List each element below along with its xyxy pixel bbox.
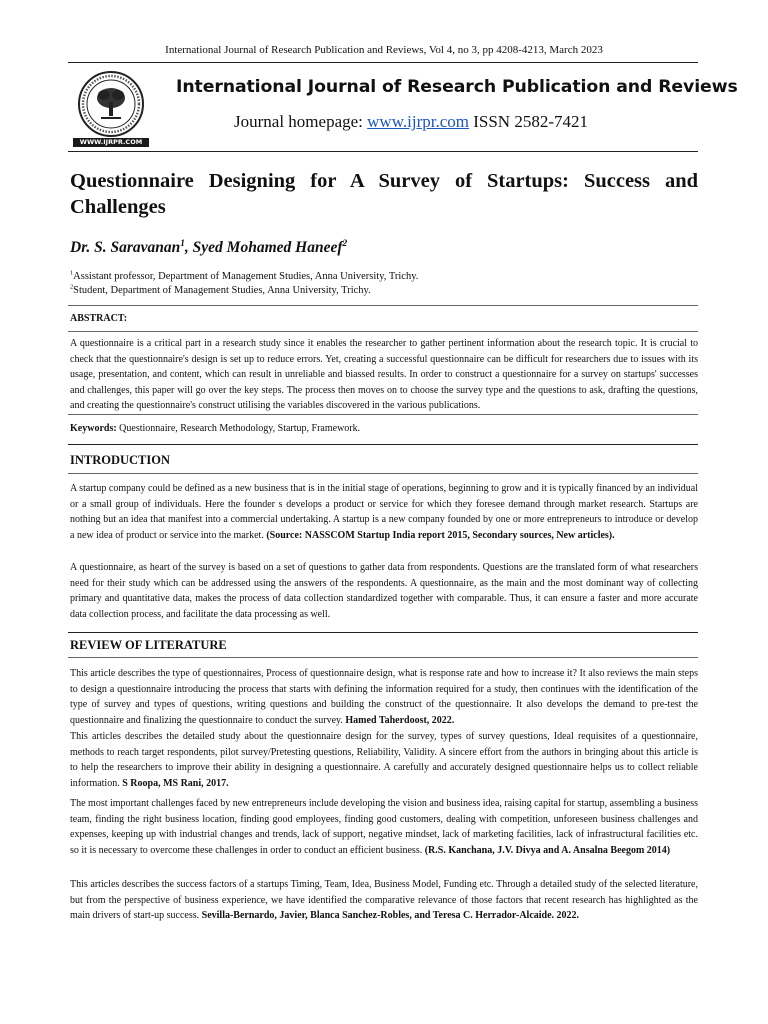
introduction-heading: INTRODUCTION: [70, 453, 171, 467]
header-rule-top: [68, 62, 698, 63]
affiliation-1: [70, 271, 418, 282]
header-rule-bottom: [68, 151, 698, 152]
review-p4-text: This articles describes the success factors of a startups Timing, Team, Idea, Business Model, Funding etc. Through a detailed study of the selected literature, but from the perspective of business experience, we have identified the comparative relevance of those factors that recent research has highlighted as the main drivers of start-up success.: [70, 879, 698, 922]
homepage-link[interactable]: www.ijrpr.com: [367, 112, 469, 131]
review-p1-citation: Hamed Taherdoost, 2022.: [345, 714, 455, 726]
affiliation-2-text: Student, Department of Management Studies, Anna University, Trichy.: [73, 285, 371, 296]
abstract-rule-bottom: [68, 414, 698, 415]
abstract-text: A questionnaire is a critical part in a research study since it enables the researcher to gather pertinent information about the research topic. It is crucial to check that the questionnaire's design is set up to reduce errors. Yet, creating a successful questionnaire can be difficult for researchers due to issues with its usage, presentation, and content, which can result in unreliable and biassed results. In order to construct a questionnaire for a survey on startups' successes and challenges, this paper will go over the key steps. The process then moves on to choose the survey type and the questions to ask, drafting the questions, and creating the questionnaire's construct utilising the variables discovered in the various publications.: [70, 338, 698, 412]
review-rule-bottom: [68, 657, 698, 658]
keywords-line: [70, 421, 698, 437]
intro-paragraph-2: A questionnaire, as heart of the survey is based on a set of questions to gather data from respondents. Questions are the translated form of what researchers need for their study which can be addressed using the answers of the respondents. A questionnaire, as the main and the most dominant way of collecting primary and quantitative data, makes the process of data collection standardized together with comparable. Thus, it can ensure a faster and more accurate data collection process, and facilitate the data processing as well.: [70, 562, 698, 620]
review-paragraph-3: [70, 796, 698, 858]
author-2: Syed Mohamed Haneef: [192, 239, 343, 256]
intro-rule-bottom: [68, 473, 698, 474]
author-separator: ,: [184, 239, 193, 256]
review-paragraph-4: [70, 877, 698, 924]
affiliation-2: [70, 285, 371, 296]
running-header: International Journal of Research Publication and Reviews, Vol 4, no 3, pp 4208-4213, March 2023: [165, 44, 603, 56]
intro-p1-text: A startup company could be defined as a new business that is in the initial stage of operations, beginning to grow and it is typically financed by an individual or a small group of individuals. Here the founder s develops a product or service for which they foresee demand through market research. Startups are nothing but an idea that manifest into a commercial undertaking. A startup is a new company founded by one or more entrepreneurs to introduce or develop a new idea of product or service into the market.: [70, 483, 698, 541]
review-p4-citation: Sevilla-Bernardo, Javier, Blanca Sanchez-Robles, and Teresa C. Herrador-Alcaide. 2022.: [201, 910, 580, 922]
review-p3-text: The most important challenges faced by new entrepreneurs include developing the vision and business idea, raising capital for startup, assembling a business team, finding the right business location, finding good employees, finding good customers, dealing with competition, unforeseen business challenges and expenses, keeping up with industrial changes and trends, lack of support, negative mindset, lack of marketing facilities, lack of infrastructural facilities etc. so it is necessary to overcome these challenges in order to conduct an efficient business.: [70, 798, 698, 856]
journal-logo: [71, 70, 151, 148]
review-paragraph-1: [70, 666, 698, 728]
keywords-label: Keywords:: [70, 423, 117, 434]
review-p2-citation: S Roopa, MS Rani, 2017.: [122, 777, 229, 789]
review-paragraph-2: [70, 729, 698, 791]
homepage-label: Journal homepage:: [234, 112, 363, 131]
keywords-text: Questionnaire, Research Methodology, Startup, Framework.: [116, 423, 361, 434]
affiliation-2-sup: 2: [70, 283, 74, 291]
journal-title: International Journal of Research Publication and Reviews: [176, 77, 738, 97]
authors-line: [70, 239, 347, 257]
affiliation-1-text: Assistant professor, Department of Management Studies, Anna University, Trichy.: [73, 271, 419, 282]
intro-paragraph-1: [70, 481, 698, 543]
author-1: Dr. S. Saravanan: [70, 239, 181, 256]
author-1-sup: 1: [180, 238, 185, 249]
review-p1-text: This article describes the type of questionnaires, Process of questionnaire design, what is response rate and how to increase it? It also reviews the main steps to design a questionnaire introducing the process that starts with defining the information required for a study, then continues with the identification of the type of survey and types of questions, writing questions and building the construct of the questionnaire. It also develops the demand to pre-test the questionnaire and finalizing the questionnaire to conduct the survey.: [70, 668, 698, 726]
affiliation-1-sup: 1: [70, 269, 74, 277]
review-heading: REVIEW OF LITERATURE: [70, 638, 227, 652]
review-p3-citation: (R.S. Kanchana, J.V. Divya and A. Ansalna Beegom 2014): [424, 844, 671, 856]
review-p2-text: This articles describes the detailed study about the questionnaire design for the survey, types of survey questions, Ideal requisites of a questionnaire, methods to reach target respondents, pilot survey/Pretesting questions, Reliability, Validity. A sincere effort from the authors in bringing about this article is to help the researchers to improve their ability in designing a questionnaire. A carefully and accurately designed questionnaire helps us to collect reliable information.: [70, 731, 698, 789]
intro-rule-top: [68, 444, 698, 445]
paper-title: Questionnaire Designing for A Survey of Startups: Success and Challenges: [70, 170, 698, 218]
logo-url-text: WWW.IJRPR.COM: [79, 138, 143, 146]
abstract-label: ABSTRACT:: [70, 313, 128, 324]
abstract-rule-top: [68, 305, 698, 306]
tree-seal-logo-icon: [71, 70, 151, 148]
abstract-rule-mid: [68, 331, 698, 332]
intro-p1-citation: (Source: NASSCOM Startup India report 2015, Secondary sources, New articles).: [266, 529, 615, 541]
author-2-sup: 2: [342, 238, 348, 249]
journal-homepage-line: [234, 112, 588, 132]
issn: ISSN 2582-7421: [473, 112, 588, 131]
review-rule-top: [68, 632, 698, 633]
